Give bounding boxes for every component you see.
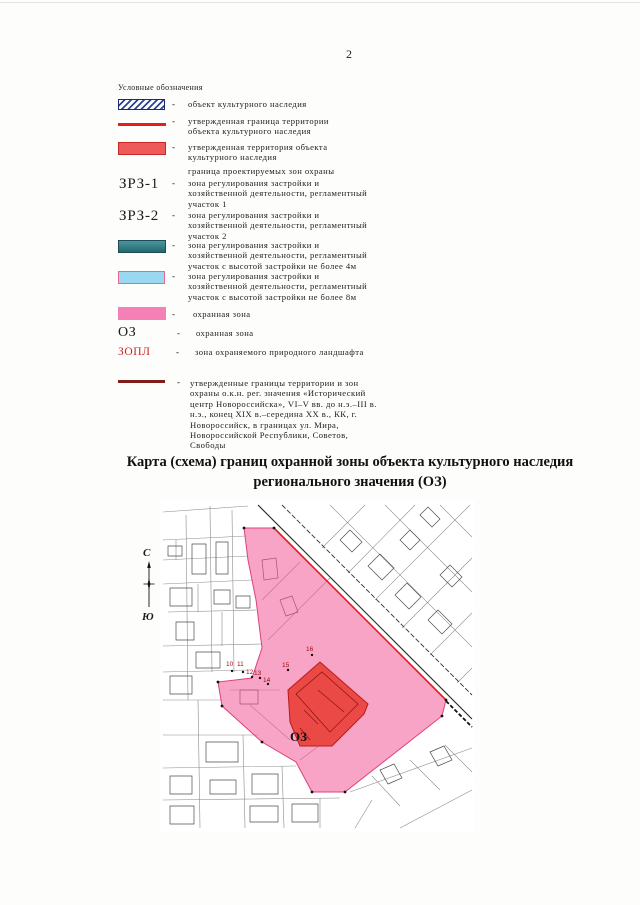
pink-rectangle-icon — [118, 307, 166, 320]
light-blue-rectangle-icon — [118, 271, 165, 284]
legend-text-line: объект культурного наследия — [188, 99, 307, 109]
legend-item-projected-boundary — [188, 166, 334, 176]
legend-dash: - — [176, 347, 179, 357]
red-line-icon — [118, 123, 166, 126]
boundary-point-marker — [445, 699, 448, 702]
legend-dash: - — [177, 328, 180, 338]
teal-rectangle-icon — [118, 240, 166, 253]
legend-item-zrz1 — [188, 178, 367, 209]
compass-star — [148, 578, 151, 590]
legend-item-protection-zone — [193, 309, 251, 319]
boundary-point-marker — [441, 715, 444, 718]
dark-red-line-icon — [118, 380, 165, 383]
legend-text-line: Свободы — [190, 440, 226, 451]
legend-item-okn — [188, 99, 307, 109]
legend-text-line: утвержденная территория объекта — [188, 142, 328, 152]
legend-dash: - — [172, 178, 175, 188]
legend-dash: - — [172, 116, 175, 126]
boundary-point-marker — [217, 681, 220, 684]
legend-item-okn-territory — [188, 142, 328, 163]
legend-dash: - — [172, 240, 175, 250]
legend-item-zopl — [195, 347, 364, 357]
compass-arrow-icon — [140, 560, 160, 610]
boundary-point-marker — [311, 654, 313, 656]
boundary-point-marker — [261, 741, 264, 744]
legend-item-zrz-4m — [188, 240, 367, 271]
legend-text-line: охранная зона — [196, 328, 254, 338]
map-scheme — [160, 500, 475, 832]
legend-text-line: зона регулирования застройки и — [188, 240, 320, 250]
legend-text-line: участок с высотой застройки не более 4м — [188, 260, 357, 271]
legend-item-okn-boundary — [188, 116, 329, 137]
legend-dash: - — [177, 377, 180, 387]
legend-text-line: культурного наследия — [188, 152, 277, 163]
legend-text-line: зона регулирования застройки и — [188, 178, 320, 188]
boundary-point-marker — [259, 677, 261, 679]
boundary-point-label: 13 — [254, 670, 262, 677]
legend-text-line: утвержденная граница территории — [188, 116, 329, 126]
legend-text-line: объекта культурного наследия — [188, 126, 312, 137]
boundary-point-label: 15 — [282, 662, 290, 669]
boundary-point-marker — [311, 791, 314, 794]
legend-text-line: участок 1 — [188, 198, 227, 209]
legend-item-approved-boundaries — [190, 378, 377, 451]
boundary-point-marker — [273, 527, 276, 530]
boundary-point-label: 10 — [226, 661, 234, 668]
legend-text-line: зона регулирования застройки и — [188, 210, 320, 220]
legend-title: Условные обозначения — [118, 83, 203, 92]
boundary-point-marker — [242, 671, 244, 673]
map-title — [90, 452, 610, 492]
boundary-point-marker — [221, 705, 224, 708]
compass-north-label: С — [143, 547, 151, 559]
boundary-point-marker — [287, 669, 289, 671]
boundary-point-label: 12 — [246, 669, 254, 676]
legend-text-line: утвержденные границы территории и зон — [190, 378, 359, 388]
page-number: 2 — [346, 47, 352, 61]
legend-dash: - — [172, 142, 175, 152]
legend-dash: - — [172, 309, 175, 319]
legend-code-zrz1: ЗРЗ-1 — [119, 176, 160, 192]
legend-dash: - — [172, 99, 175, 109]
boundary-point-marker — [243, 527, 246, 530]
legend-text-line: зона охраняемого природного ландшафта — [195, 347, 364, 357]
legend-text-line: охранная зона — [193, 309, 251, 319]
boundary-point-marker — [231, 670, 233, 672]
boundary-point-marker — [251, 676, 253, 678]
red-rectangle-icon — [118, 142, 166, 155]
legend-text-line: охраны о.к.н. рег. значения «Исторический — [190, 388, 366, 399]
legend-item-zrz-8m — [188, 271, 367, 302]
legend-text-line: хозяйственной деятельности, регламентный — [188, 250, 368, 261]
legend-item-zrz2 — [188, 210, 367, 241]
legend-text-line: хозяйственной деятельности, регламентный — [188, 220, 368, 231]
boundary-point-label: 14 — [263, 677, 271, 684]
boundary-point-marker — [344, 791, 347, 794]
legend-text-line: Новороссийск, в границах ул. Мира, — [190, 419, 339, 430]
legend-text-line: Новороссийской Республики, Советов, — [190, 430, 349, 441]
legend-text-line: участок 2 — [188, 230, 227, 241]
legend-code-oz: ОЗ — [118, 325, 137, 340]
compass-south-label: Ю — [142, 611, 154, 623]
hatched-rectangle-icon — [118, 99, 165, 110]
boundary-point-label: 16 — [306, 646, 314, 653]
legend-text-line: участок с высотой застройки не более 8м — [188, 291, 357, 302]
legend-code-zrz2: ЗРЗ-2 — [119, 208, 160, 224]
legend-text-line: хозяйственной деятельности, регламентный — [188, 188, 368, 199]
legend-dash: - — [172, 210, 175, 220]
legend-text-line: хозяйственной деятельности, регламентный — [188, 281, 368, 292]
boundary-point-label: 11 — [237, 661, 244, 668]
map-title-line: регионального значения (ОЗ) — [253, 474, 447, 490]
legend-dash: - — [172, 271, 175, 281]
legend-text-line: центр Новороссийска», VI–V вв. до н.э.–III в. — [190, 398, 377, 409]
map-title-line: Карта (схема) границ охранной зоны объекта культурного наследия — [126, 454, 574, 470]
legend-item-oz — [196, 328, 254, 338]
legend-text-line: зона регулирования застройки и — [188, 271, 320, 281]
legend-text-line: н.э., конец XIX в.–середина XX в., КК, г. — [190, 409, 358, 420]
legend-code-zopl: ЗОПЛ — [118, 346, 151, 358]
legend-text-line: граница проектируемых зон охраны — [188, 166, 335, 176]
zone-label-oz: ОЗ — [290, 729, 307, 744]
scan-edge-line — [0, 2, 640, 3]
